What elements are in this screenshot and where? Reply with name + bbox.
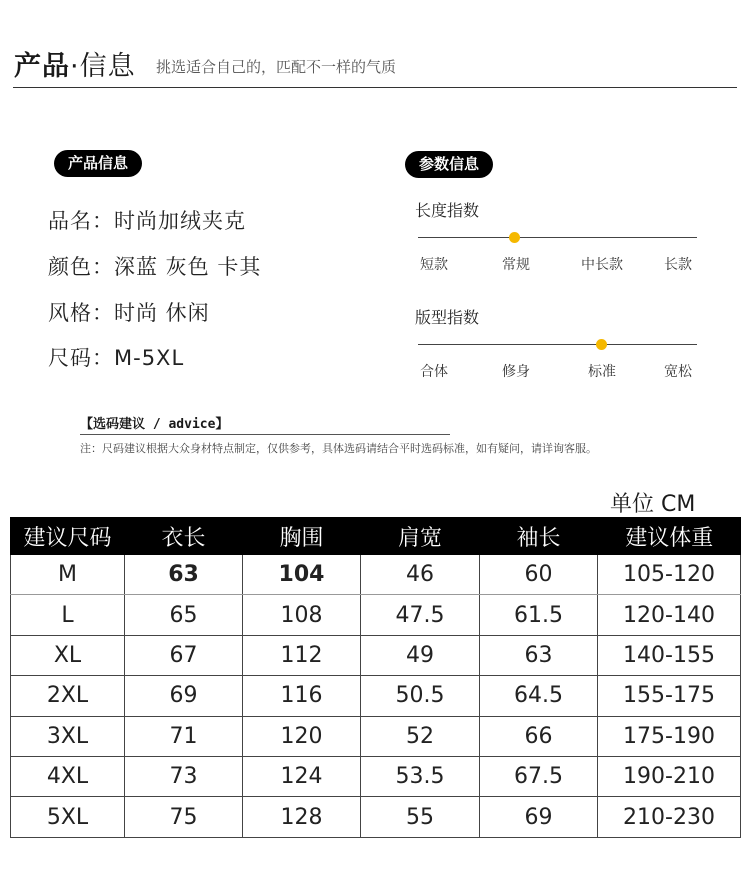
- table-cell: 50.5: [361, 676, 480, 716]
- table-header-cell: 建议尺码: [11, 517, 125, 555]
- scale-option: 标准: [588, 364, 616, 380]
- table-cell: 104: [243, 555, 361, 595]
- table-cell: 69: [125, 676, 243, 716]
- table-cell: 105-120: [598, 555, 741, 595]
- table-cell: 67.5: [480, 756, 598, 796]
- table-header-cell: 肩宽: [361, 517, 480, 555]
- table-cell: 190-210: [598, 756, 741, 796]
- table-cell: 175-190: [598, 716, 741, 756]
- table-cell: 60: [480, 555, 598, 595]
- table-cell: 46: [361, 555, 480, 595]
- table-cell: 108: [243, 595, 361, 635]
- page-subtitle: 挑选适合自己的，匹配不一样的气质: [156, 58, 397, 76]
- table-cell: 2XL: [11, 676, 125, 716]
- advice-title: 【选码建议 / advice】: [80, 417, 229, 432]
- scale-option: 宽松: [664, 364, 692, 380]
- size-table-body: [11, 555, 741, 837]
- table-cell: 63: [480, 635, 598, 675]
- table-cell: 69: [480, 797, 598, 837]
- scale-option: 修身: [502, 364, 530, 380]
- table-header-cell: 衣长: [125, 517, 243, 555]
- table-cell: 53.5: [361, 756, 480, 796]
- table-header-cell: 胸围: [243, 517, 361, 555]
- table-row: [11, 716, 741, 756]
- header-divider: [13, 87, 737, 88]
- page-title-dot: ·: [70, 51, 80, 82]
- page-title: [14, 44, 136, 83]
- info-line-name: 品名：时尚加绒夹克: [48, 209, 246, 233]
- scale-option: 短款: [420, 257, 448, 273]
- table-cell: 64.5: [480, 676, 598, 716]
- scale-option: 合体: [420, 364, 448, 380]
- scale-title: 版型指数: [415, 308, 480, 327]
- table-row: [11, 555, 741, 595]
- table-cell: 120-140: [598, 595, 741, 635]
- scale-option: 长款: [664, 257, 692, 273]
- table-cell: 63: [125, 555, 243, 595]
- scale-track: [418, 237, 697, 238]
- table-row: [11, 676, 741, 716]
- table-cell: 66: [480, 716, 598, 756]
- table-cell: 52: [361, 716, 480, 756]
- table-cell: 120: [243, 716, 361, 756]
- table-cell: 128: [243, 797, 361, 837]
- parameter-info-tab: 参数信息: [405, 151, 493, 178]
- table-row: [11, 756, 741, 796]
- size-table: [10, 517, 741, 838]
- table-row: [11, 595, 741, 635]
- page-title-bold: 产品: [14, 51, 70, 82]
- table-cell: XL: [11, 635, 125, 675]
- scale-option: 常规: [502, 257, 530, 273]
- table-cell: 116: [243, 676, 361, 716]
- table-cell: 124: [243, 756, 361, 796]
- scale-option: 中长款: [581, 257, 623, 273]
- table-cell: 71: [125, 716, 243, 756]
- scale-track: [418, 344, 697, 345]
- table-cell: 47.5: [361, 595, 480, 635]
- table-cell: 155-175: [598, 676, 741, 716]
- table-cell: 65: [125, 595, 243, 635]
- table-cell: 67: [125, 635, 243, 675]
- info-line-size: 尺码：M-5XL: [48, 346, 185, 370]
- page-title-light: 信息: [79, 51, 136, 82]
- info-line-style: 风格：时尚 休闲: [48, 301, 210, 325]
- table-cell: 75: [125, 797, 243, 837]
- table-cell: 61.5: [480, 595, 598, 635]
- info-line-color: 颜色：深蓝 灰色 卡其: [48, 255, 262, 279]
- table-cell: 5XL: [11, 797, 125, 837]
- unit-label: 单位 CM: [610, 492, 696, 517]
- table-cell: 49: [361, 635, 480, 675]
- scale-indicator-dot: [509, 232, 520, 243]
- product-info-tab: 产品信息: [54, 150, 142, 177]
- table-header-cell: 袖长: [480, 517, 598, 555]
- table-cell: M: [11, 555, 125, 595]
- size-table-header: [11, 517, 741, 555]
- table-header-cell: 建议体重: [598, 517, 741, 555]
- table-cell: L: [11, 595, 125, 635]
- table-cell: 210-230: [598, 797, 741, 837]
- table-cell: 55: [361, 797, 480, 837]
- table-cell: 140-155: [598, 635, 741, 675]
- advice-divider: [80, 434, 450, 435]
- table-row: [11, 797, 741, 837]
- table-cell: 73: [125, 756, 243, 796]
- table-cell: 112: [243, 635, 361, 675]
- advice-note: 注：尺码建议根据大众身材特点制定，仅供参考，具体选码请结合平时选码标准，如有疑问，请详询客服。: [80, 442, 597, 455]
- table-row: [11, 635, 741, 675]
- table-cell: 4XL: [11, 756, 125, 796]
- table-cell: 3XL: [11, 716, 125, 756]
- scale-indicator-dot: [596, 339, 607, 350]
- scale-title: 长度指数: [415, 201, 480, 220]
